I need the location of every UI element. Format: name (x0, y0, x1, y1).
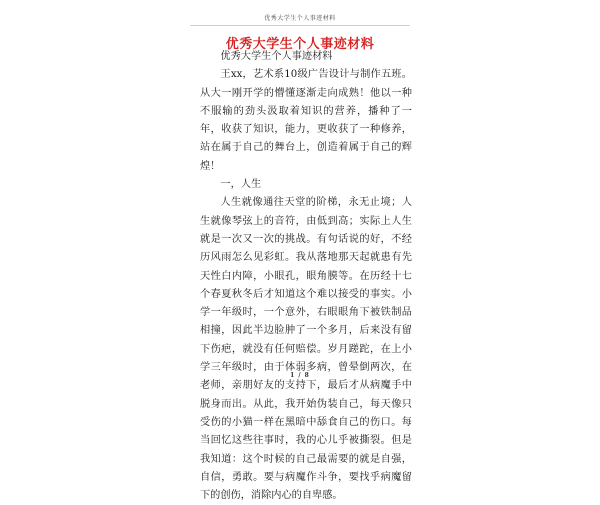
body-paragraph: 人生就像通往天堂的阶梯，永无止境；人生就像琴弦上的音符，由低到高；实际上人生就是一次又一次的挑战。有句话说的好，不经历风雨怎么见彩虹。我从落地那天起就患有先天性白内障，小眼孔，眼角膜等。在历经十七个春夏秋冬后才知道这个难以接受的事实。小学一年级时，一个意外，右眼眼角下被铁制品相撞，因此半边脸肿了一个多月，后来没有留下伤疤，就没有任何赔偿。岁月蹉跎，在上小学三年级时，由于体弱多病，曾晕倒两次，在老师，亲朋好友的支持下，最后才从病魔手中脱身而出。从此，我开始伪装自己，每天像只受伤的小猫一样在黑暗中舔食自己的伤口。每当回忆这些往事时，我的心儿乎被撕裂。但是我知道：这个时候的自己最需要的就是自强，自信，勇敢。要与病魔作斗争，要找乎病魔留下的创伤，消除内心的自卑感。 (200, 197, 412, 502)
document-body (200, 48, 412, 505)
header-divider (190, 25, 410, 26)
page-header: 优秀大学生个人事迹材料 (264, 15, 336, 22)
section-heading: 一，人生 (220, 179, 262, 191)
document-subtitle: 优秀大学生个人事迹材料 (220, 51, 333, 62)
intro-paragraph: 王xx，艺术系10级广告设计与制作五班。从大一刚开学的懵懂逐渐走向成熟！他以一种不服输的劲头汲取着知识的营养，播种了一年，收获了知识，能力，更收获了一种修养，站在属于自己的舞台上，创造着属于自己的辉煌！ (200, 69, 412, 172)
document-title: 优秀大学生个人事迹材料 (225, 37, 375, 52)
page-indicator: 1 / 8 (290, 372, 310, 379)
